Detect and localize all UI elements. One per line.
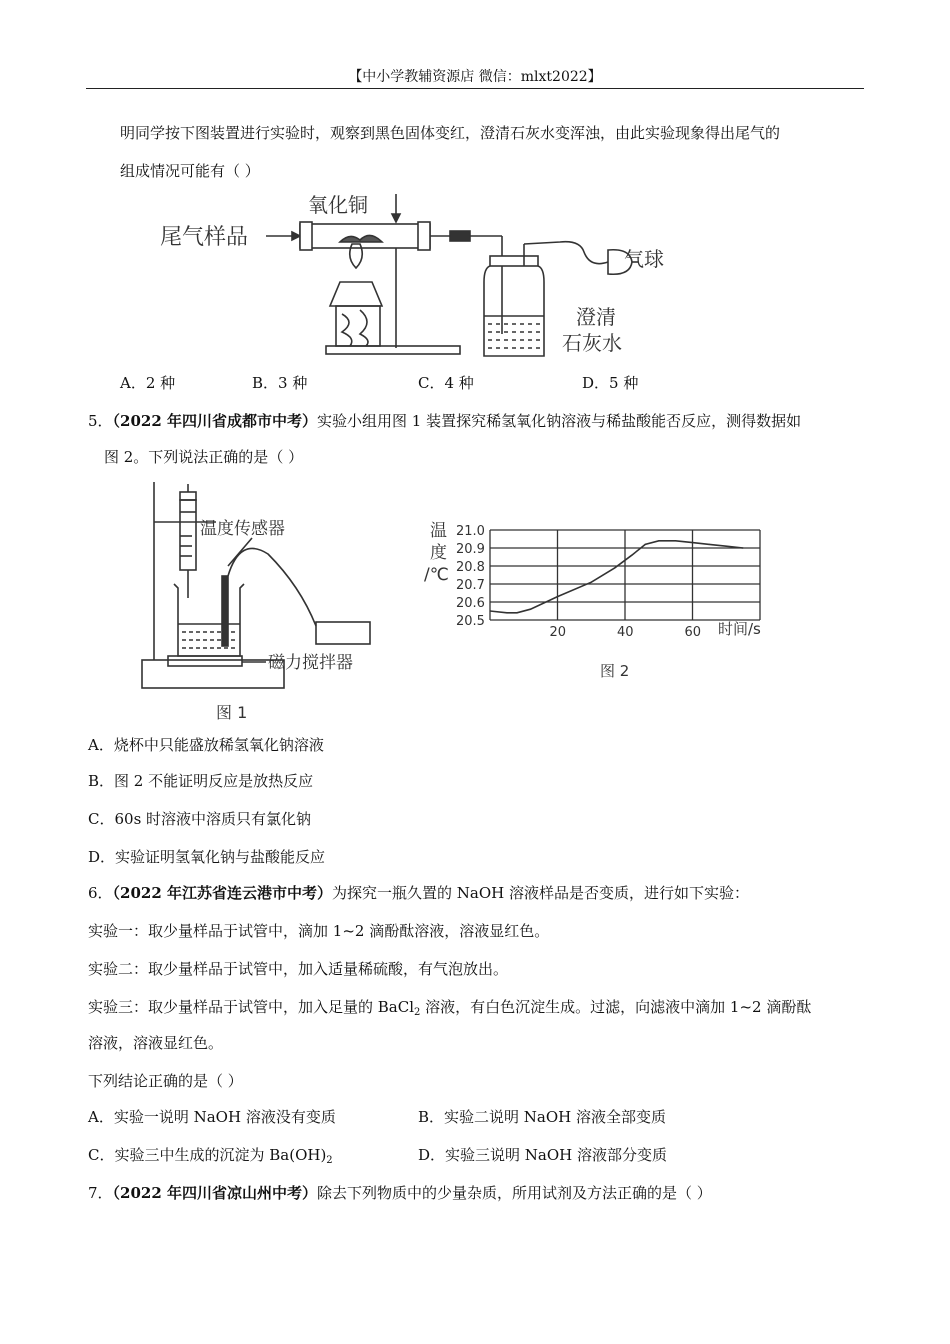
y-tick-label: 20.5 [456,614,485,629]
series-point [658,540,659,541]
series-point [489,610,490,611]
y-tick-label: 20.8 [456,560,485,575]
stand-base [142,660,284,688]
q4-option-d: D．5 种 [582,374,639,392]
q5-option-c: C．60s 时溶液中溶质只有氯化钠 [88,810,312,828]
syringe [180,500,196,570]
y-tick-label: 20.7 [456,578,485,593]
y-tick-label: 20.9 [456,542,485,557]
q6-option-a: A．实验一说明 NaOH 溶液没有变质 [88,1108,336,1126]
series-point [591,582,592,583]
sample-arrowhead [292,232,300,240]
header-rule [86,88,864,89]
q6-number: 6． [88,884,113,902]
stand-base [326,346,460,354]
q4-option-c: C．4 种 [418,374,474,392]
y-axis-label-1: 温 [430,521,447,541]
q6-source: （2022 年江苏省连云港市中考） [112,884,333,902]
q4-stem-line2: 组成情况可能有（ ） [120,162,260,180]
series-point [692,542,693,543]
label-balloon: 气球 [624,247,664,271]
fig1-caption: 图 1 [216,703,248,722]
q6-option-b: B．实验二说明 NaOH 溶液全部变质 [418,1108,667,1126]
bottle [484,266,544,356]
beaker [174,584,244,656]
q7-stem [88,1182,712,1203]
label-sample: 尾气样品 [160,225,249,250]
q6-prompt: 下列结论正确的是（ ） [88,1072,243,1090]
exp3-text-a: 实验三：取少量样品于试管中，加入足量的 BaCl [88,998,415,1016]
q6-experiment-2: 实验二：取少量样品于试管中，加入适量稀硫酸，有气泡放出。 [88,960,509,978]
q5-option-b: B．图 2 不能证明反应是放热反应 [88,772,314,790]
q5-source: （2022 年四川省成都市中考） [112,412,318,430]
q5-option-a: A．烧杯中只能盛放稀氢氧化钠溶液 [88,736,324,754]
y-axis-label-2: 度 [430,543,447,563]
series-point [530,609,531,610]
q7-number: 7． [88,1184,113,1202]
label-limewater-1: 澄清 [576,305,616,329]
q5-stem-line1 [88,410,801,431]
q6-option-c [88,1144,333,1166]
data-logger [316,622,370,644]
q7-source: （2022 年四川省凉山州中考） [112,1184,318,1202]
q6-option-d: D．实验三说明 NaOH 溶液部分变质 [418,1146,668,1164]
q5-number: 5． [88,412,113,430]
q6-experiment-3-line2: 溶液，溶液显红色。 [88,1034,224,1052]
fig2-caption: 图 2 [600,662,630,680]
q4-stem-line1: 明同学按下图装置进行实验时，观察到黑色固体变红，澄清石灰水变浑浊，由此实验现象得出尾气的 [120,124,781,142]
x-tick-label: 20 [549,625,567,640]
series-point [516,612,517,613]
lamp-block [336,306,380,346]
label-stirrer: 磁力搅拌器 [268,653,353,673]
label-limewater-2: 石灰水 [562,331,622,355]
q6-option-c-text: C．实验三中生成的沉淀为 Ba(OH) [88,1146,327,1164]
q4-option-b: B．3 种 [252,374,308,392]
q6-stem [88,882,749,903]
x-tick-label: 40 [617,625,634,640]
q5-figure-2-chart [420,512,780,687]
label-sensor: 温度传感器 [200,519,285,539]
series-point [645,544,646,545]
y-tick-label: 21.0 [456,524,485,539]
series-point [631,555,632,556]
series-point [557,596,558,597]
series-point [709,544,710,545]
x-axis-label: 时间/s [718,620,761,638]
cuo-powder [340,235,382,242]
q5-option-d: D．实验证明氢氧化钠与盐酸能反应 [88,848,326,866]
series-point [614,567,615,568]
y-tick-label: 20.6 [456,596,485,611]
q4-option-a: A．2 种 [120,374,176,392]
q5-figure-1 [140,476,380,726]
y-axis-label-3: /℃ [424,565,449,585]
exp3-subscript: 2 [414,1007,421,1018]
q5-stem-line2: 图 2。下列说法正确的是（ ） [104,448,304,466]
temperature-sensor [222,576,228,646]
x-tick-label: 60 [684,625,702,640]
series-point [675,540,676,541]
lamp-body [330,282,382,306]
bottle-cap [490,256,538,266]
q7-text: 除去下列物质中的少量杂质，所用试剂及方法正确的是（ ） [317,1184,712,1202]
q4-apparatus-figure [160,186,680,366]
q6-option-c-subscript: 2 [326,1155,333,1166]
q5-text: 实验小组用图 1 装置探究稀氢氧化钠溶液与稀盐酸能否反应，测得数据如 [317,412,802,430]
stirrer [168,656,242,666]
q6-experiment-1: 实验一：取少量样品于试管中，滴加 1~2 滴酚酞溶液，溶液显红色。 [88,922,550,940]
exp3-text-b: 溶液，有白色沉淀生成。过滤，向滤液中滴加 1~2 滴酚酞 [420,998,812,1016]
label-cuo: 氧化铜 [308,193,368,217]
series-point [743,547,744,548]
series-point [726,546,727,547]
q6-experiment-3-line1 [88,996,811,1018]
series-point [506,612,507,613]
q6-text: 为探究一瓶久置的 NaOH 溶液样品是否变质，进行如下实验： [332,884,750,902]
page-header: 【中小学教辅资源店 微信：mlxt2022】 [348,69,602,85]
